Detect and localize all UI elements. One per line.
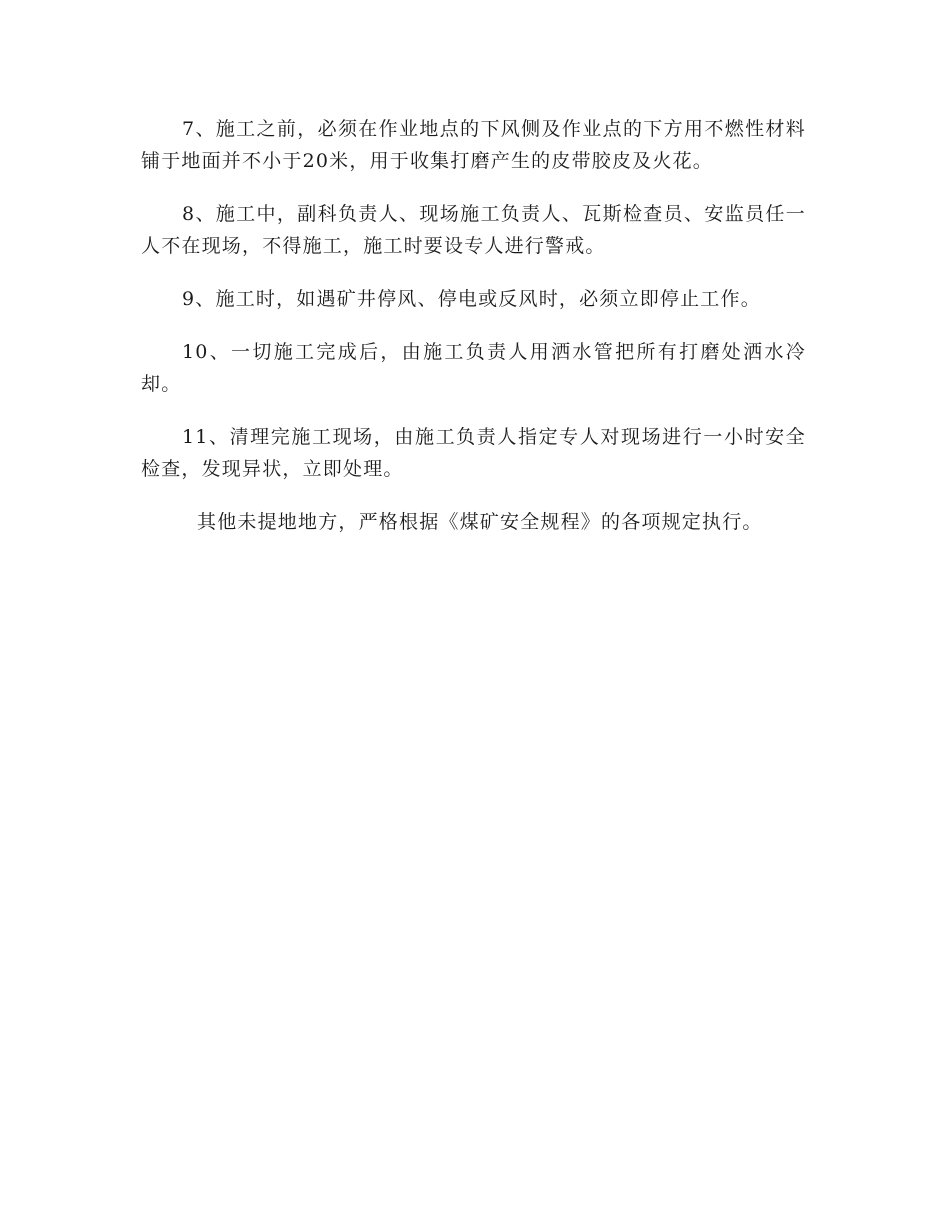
document-body (141, 113, 806, 559)
paragraph-item-9: 9、施工时，如遇矿井停风、停电或反风时，必须立即停止工作。 (182, 288, 761, 310)
paragraph-item-10: 10、一切施工完成后，由施工负责人用洒水管把所有打磨处洒水冷却。 (141, 341, 806, 395)
paragraph-item-8: 8、施工中，副科负责人、现场施工负责人、瓦斯检查员、安监员任一人不在现场，不得施工，施工时要设专人进行警戒。 (141, 203, 806, 257)
closing-paragraph: 其他未提地地方，严格根据《煤矿安全规程》的各项规定执行。 (197, 511, 763, 533)
paragraph-item-7: 7、施工之前，必须在作业地点的下风侧及作业点的下方用不燃性材料铺于地面并不小于20米，用于收集打磨产生的皮带胶皮及火花。 (141, 118, 806, 172)
paragraph-item-11: 11、清理完施工现场，由施工负责人指定专人对现场进行一小时安全检查，发现异状，立即处理。 (141, 426, 806, 480)
